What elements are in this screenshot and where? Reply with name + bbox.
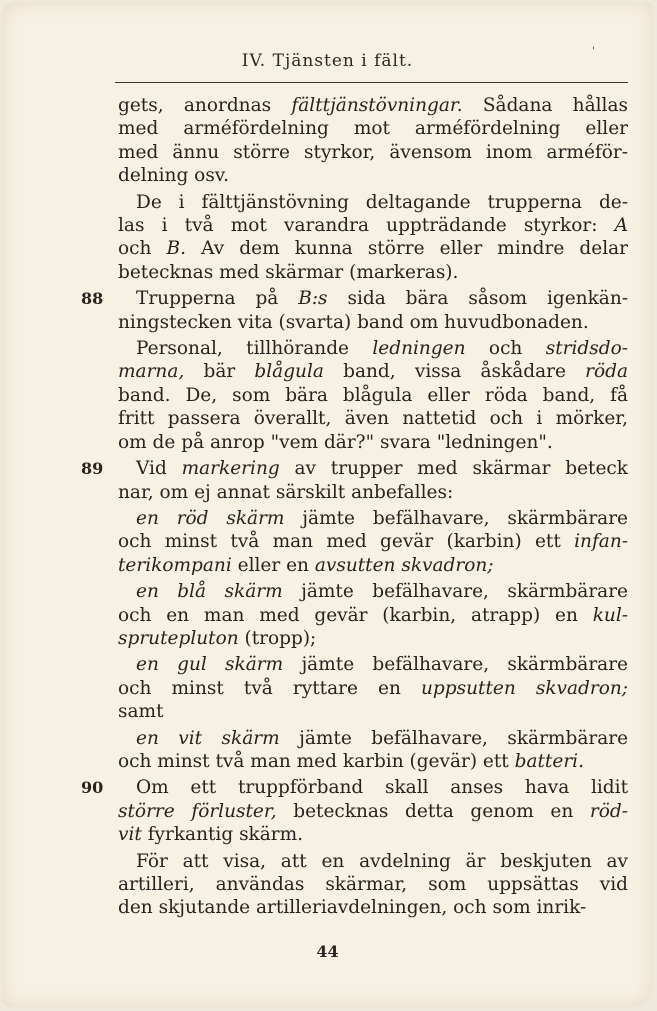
paragraph-number: 90: [81, 778, 104, 798]
emphasis: röda: [585, 361, 628, 383]
text-line: [118, 164, 628, 187]
screen-item-red: [118, 507, 628, 577]
text-run: med arméfördelning mot arméfördelning eller: [118, 118, 628, 140]
emphasis: stridsdo-: [545, 338, 628, 360]
text-line: [118, 384, 628, 407]
text-run: och minst två man med gevär (karbin) ett: [118, 531, 575, 553]
numbered-paragraph-90: [81, 776, 628, 846]
text-run: sida bära såsom igenkän-: [327, 288, 628, 310]
text-run: fyrkantig skärm.: [141, 824, 304, 846]
text-line: [118, 800, 628, 823]
text-line: [118, 337, 628, 360]
text-run: delning osv.: [118, 165, 229, 187]
text-run: För att visa, att en avdelning är beskjuten av: [136, 850, 628, 872]
text-run: Sådana hållas: [462, 95, 628, 116]
text-line: [118, 580, 628, 603]
emphasis: kul-: [592, 604, 628, 626]
body-text: [81, 94, 629, 920]
text-line: [118, 700, 628, 723]
emphasis: en gul skärm: [136, 654, 284, 676]
emphasis: infan-: [574, 531, 628, 553]
text-run: och: [465, 338, 546, 360]
emphasis: röd-: [589, 800, 628, 822]
text-run: (tropp);: [238, 627, 317, 649]
text-line: [118, 94, 628, 117]
screen-item-white: [118, 727, 628, 774]
emphasis: sprutepluton: [118, 627, 239, 649]
text-line: [118, 823, 628, 846]
text-line: [118, 407, 628, 430]
paragraph-number: 89: [81, 459, 104, 479]
text-line: [118, 896, 628, 919]
text-run: och en man med gevär (karbin, atrapp) en: [118, 604, 593, 626]
emphasis: marna,: [118, 361, 185, 383]
text-line: [118, 627, 628, 650]
emphasis: B:s: [298, 288, 328, 310]
text-line: [118, 750, 628, 773]
text-line: [118, 360, 628, 383]
paragraph: [118, 191, 628, 285]
text-line: [118, 850, 628, 873]
text-line: [118, 237, 628, 260]
emphasis: en röd skärm: [136, 507, 285, 529]
book-page: [2, 2, 653, 1007]
text-run: och: [118, 238, 167, 260]
running-header: IV. Tjänsten i fält.: [241, 51, 414, 71]
text-line: [118, 481, 628, 504]
text-run: gets, anordnas: [118, 95, 292, 116]
text-line: [118, 727, 628, 750]
text-line: [118, 677, 628, 700]
text-run: De i fälttjänstövning deltagande trupperna de-: [136, 191, 628, 213]
text-run: ningstecken vita (svarta) band om huvudbonaden.: [118, 311, 589, 333]
text-line: [118, 261, 628, 284]
emphasis: blågula: [254, 361, 324, 383]
emphasis: uppsutten skvadron;: [421, 677, 628, 699]
emphasis: större förluster,: [118, 800, 277, 822]
text-run: och minst två man med karbin (gevär) ett: [118, 750, 515, 772]
text-run: och minst två ryttare en: [118, 677, 421, 699]
paragraph: [118, 850, 628, 920]
text-run: Vid: [136, 458, 182, 480]
text-line: [118, 431, 628, 454]
text-line: [118, 554, 628, 577]
text-run: las i två mot varandra uppträdande styrkor:: [118, 215, 615, 237]
text-run: bär: [184, 361, 255, 383]
header-rule: [115, 82, 628, 83]
emphasis: en vit skärm: [136, 727, 280, 749]
text-run: band. De, som bära blågula eller röda band, få: [118, 384, 628, 406]
text-line: [118, 191, 628, 214]
text-run: jämte befälhavare, skärmbärare: [282, 581, 628, 603]
text-line: [118, 457, 628, 480]
text-run: jämte befälhavare, skärmbärare: [279, 727, 629, 749]
emphasis: avsutten skvadron;: [314, 554, 494, 576]
paragraph: [118, 337, 628, 454]
text-run: band, vissa åskådare: [323, 361, 586, 383]
text-run: Om ett truppförband skall anses hava lidit: [136, 777, 628, 799]
text-run: Av dem kunna större eller mindre delar: [186, 238, 628, 260]
emphasis: terikompani: [118, 554, 232, 576]
emphasis: markering: [181, 458, 280, 480]
text-run: den skjutande artilleriavdelningen, och som inrik-: [118, 897, 587, 919]
text-line: [118, 604, 628, 627]
numbered-paragraph-88: [81, 287, 628, 334]
screen-item-yellow: [118, 653, 628, 723]
text-run: Trupperna på: [136, 288, 299, 310]
text-run: betecknas med skärmar (markeras).: [118, 261, 459, 283]
numbered-paragraph-89: [81, 457, 628, 504]
text-run: artilleri, användas skärmar, som uppsättas vid: [118, 874, 628, 895]
text-line: [118, 214, 628, 237]
text-run: jämte befälhavare, skärmbärare: [283, 654, 629, 676]
speck: ': [592, 46, 595, 57]
text-run: samt: [118, 701, 164, 723]
emphasis: en blå skärm: [136, 581, 283, 603]
emphasis: A: [614, 215, 628, 237]
screen-item-blue: [118, 580, 628, 650]
text-line: [118, 141, 628, 164]
text-run: om de på anrop "vem där?" svara "ledningen".: [118, 431, 553, 453]
text-line: [118, 117, 628, 140]
text-run: fritt passera överallt, även nattetid och i mörker,: [118, 408, 628, 430]
emphasis: B.: [166, 238, 187, 260]
emphasis: batteri.: [514, 750, 584, 772]
text-line: [118, 311, 628, 334]
text-run: med ännu större styrkor, ävensom inom arméför-: [118, 141, 628, 163]
text-run: av trupper med skärmar beteck: [279, 458, 628, 480]
emphasis: ledningen: [372, 338, 466, 360]
text-line: [118, 507, 628, 530]
emphasis: vit: [118, 824, 142, 846]
text-line: [118, 530, 628, 553]
text-run: betecknas detta genom en: [276, 800, 590, 822]
text-run: jämte befälhavare, skärmbärare: [284, 507, 628, 529]
page-number: 44: [316, 942, 339, 961]
paragraph-number: 88: [81, 289, 104, 309]
text-line: [118, 776, 628, 799]
text-line: [118, 873, 628, 896]
text-line: [118, 287, 628, 310]
text-line: [118, 653, 628, 676]
emphasis: fälttjänstövningar.: [291, 95, 463, 116]
text-run: nar, om ej annat särskilt anbefalles:: [118, 481, 454, 503]
text-run: Personal, tillhörande: [136, 338, 373, 360]
paragraph-continuation: [118, 94, 628, 188]
text-run: eller en: [231, 554, 315, 576]
